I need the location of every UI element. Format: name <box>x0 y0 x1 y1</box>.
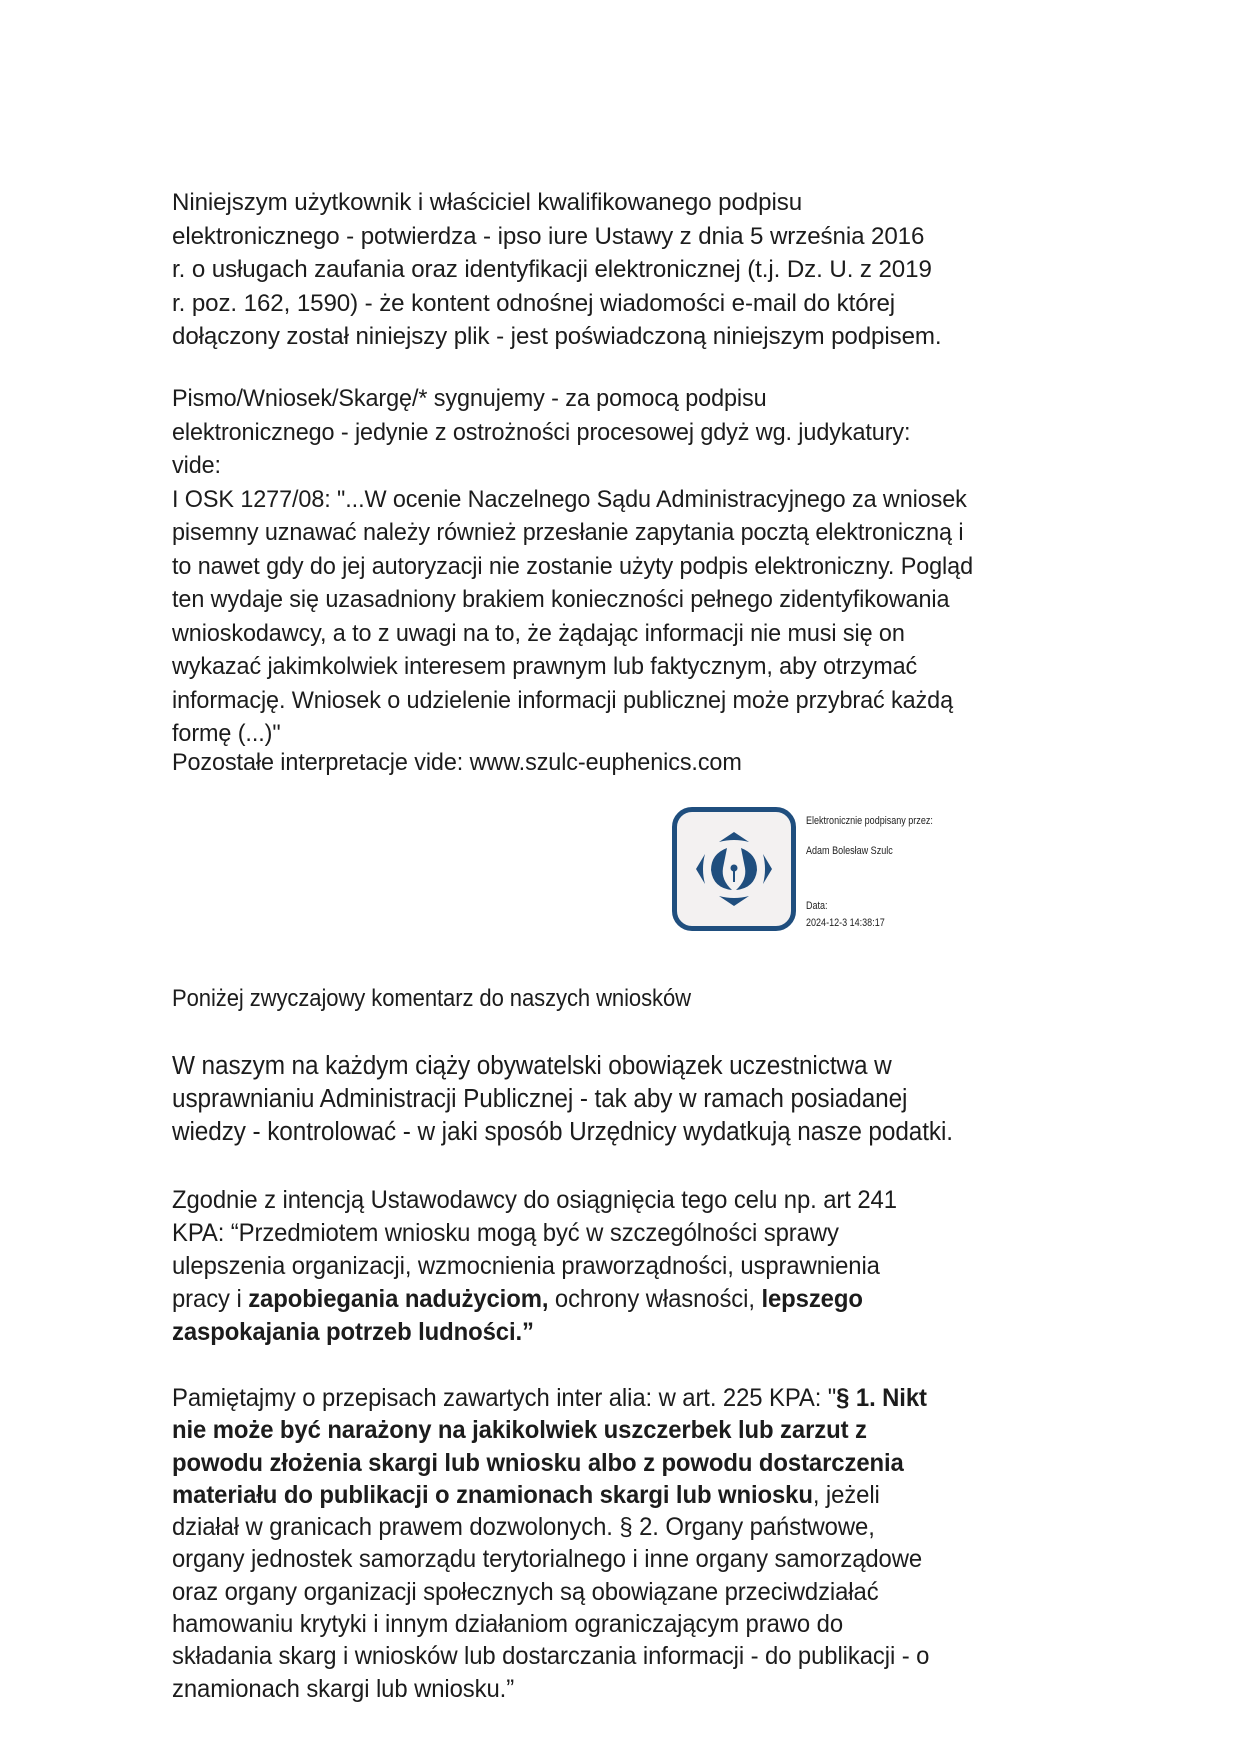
text-line: ulepszenia organizacji, wzmocnienia praworządności, usprawnienia <box>172 1252 880 1280</box>
text-line: działał w granicach prawem dozwolonych. § 2. Organy państwowe, <box>172 1513 875 1542</box>
text-line: informację. Wniosek o udzielenie informacji publicznej może przybrać każdą <box>172 686 954 714</box>
text-line: wnioskodawcy, a to z uwagi na to, że żądając informacji nie musi się on <box>172 619 905 647</box>
text-line: Poniżej zwyczajowy komentarz do naszych wniosków <box>172 985 691 1012</box>
text-line: wykazać jakimkolwiek interesem prawnym lub faktycznym, aby otrzymać <box>172 653 918 680</box>
signer-name: Adam Bolesław Szulc <box>806 845 893 857</box>
text-line: hamowaniu krytyki i innym działaniom ograniczającym prawo do <box>172 1610 844 1639</box>
text-line: KPA: “Przedmiotem wniosku mogą być w szczególności sprawy <box>172 1219 839 1247</box>
text-run: pracy i <box>172 1285 249 1313</box>
bold-text-run: § 1. Nikt <box>836 1384 927 1412</box>
bold-text-line: powodu złożenia skargi lub wniosku albo z powodu dostarczenia <box>172 1448 904 1477</box>
text-line: elektronicznego - jedynie z ostrożności procesowej gdyż wg. judykatury: <box>172 418 911 446</box>
text-line: wiedzy - kontrolować - w jaki sposób Urzędnicy wydatkują nasze podatki. <box>172 1118 953 1146</box>
text-line: W naszym na każdym ciąży obywatelski obowiązek uczestnictwa w <box>172 1052 892 1080</box>
text-line: pisemny uznawać należy również przesłanie zapytania pocztą elektroniczną i <box>172 519 964 546</box>
electronic-signature-stamp <box>672 807 952 937</box>
date-label: Data: <box>806 900 828 912</box>
text-line <box>172 1479 1089 1511</box>
text-line: I OSK 1277/08: "...W ocenie Naczelnego Sądu Administracyjnego za wniosek <box>172 485 967 513</box>
qualified-signature-logo-icon <box>672 807 796 931</box>
text-line: vide: <box>172 452 221 479</box>
bold-text-line: nie może być narażony na jakikolwiek uszczerbek lub zarzut z <box>172 1416 867 1445</box>
signature-date: 2024-12-3 14:38:17 <box>806 917 885 929</box>
text-line: Niniejszym użytkownik i właściciel kwalifikowanego podpisu <box>172 189 803 216</box>
bold-text-run: lepszego <box>761 1285 863 1313</box>
text-line: Pismo/Wniosek/Skargę/* sygnujemy - za pomocą podpisu <box>172 385 767 412</box>
text-run: Pamiętajmy o przepisach zawartych inter alia: w art. 225 KPA: " <box>172 1384 837 1412</box>
text-line: to nawet gdy do jej autoryzacji nie zostanie użyty podpis elektroniczny. Pogląd <box>172 552 974 580</box>
text-line: oraz organy organizacji społecznych są obowiązane przeciwdziałać <box>172 1577 879 1606</box>
text-line: formę (...)" <box>172 720 281 747</box>
bold-text-line: zaspokajania potrzeb ludności.” <box>172 1318 534 1346</box>
bold-text-run: materiału do publikacji o znamionach skargi lub wniosku <box>172 1480 813 1509</box>
text-line: usprawnianiu Administracji Publicznej - tak aby w ramach posiadanej <box>172 1085 908 1113</box>
text-line: składania skarg i wniosków lub dostarczania informacji - do publikacji - o <box>172 1642 930 1671</box>
text-line: r. poz. 162, 1590) - że kontent odnośnej wiadomości e-mail do której <box>172 289 896 317</box>
text-line: organy jednostek samorządu terytorialnego i inne organy samorządowe <box>172 1545 923 1574</box>
signed-by-label: Elektronicznie podpisany przez: <box>806 815 933 827</box>
paragraph-art-241 <box>172 1184 1089 1349</box>
text-line: ten wydaje się uzasadniony brakiem konieczności pełnego zidentyfikowania <box>172 586 950 613</box>
text-line: elektronicznego - potwierdza - ipso iure Ustawy z dnia 5 września 2016 <box>172 222 925 250</box>
text-line: r. o usługach zaufania oraz identyfikacji elektronicznej (t.j. Dz. U. z 2019 <box>172 256 932 283</box>
text-line <box>172 1283 1089 1316</box>
paragraph-jurisprudence <box>172 382 1089 751</box>
text-line: dołączony został niniejszy plik - jest poświadczoną niniejszym podpisem. <box>172 323 942 350</box>
text-line <box>172 1382 1089 1414</box>
text-run: , jeżeli <box>812 1480 880 1509</box>
text-line: znamionach skargi lub wniosku.” <box>172 1674 515 1703</box>
text-line: Zgodnie z intencją Ustawodawcy do osiągnięcia tego celu np. art 241 <box>172 1186 897 1214</box>
paragraph-art-225 <box>172 1382 1089 1705</box>
paragraph-civic-duty <box>172 1050 1089 1149</box>
paragraph-signature-statement <box>172 186 1118 354</box>
text-run: ochrony własności, <box>548 1285 762 1313</box>
paragraph-interpretations <box>172 746 1089 780</box>
interpretations-link-text: Pozostałe interpretacje vide: www.szulc-euphenics.com <box>172 749 742 776</box>
pen-nib-icon <box>677 812 791 926</box>
bold-text-run: zapobiegania nadużyciom, <box>248 1285 549 1313</box>
comment-heading <box>172 982 1036 1016</box>
